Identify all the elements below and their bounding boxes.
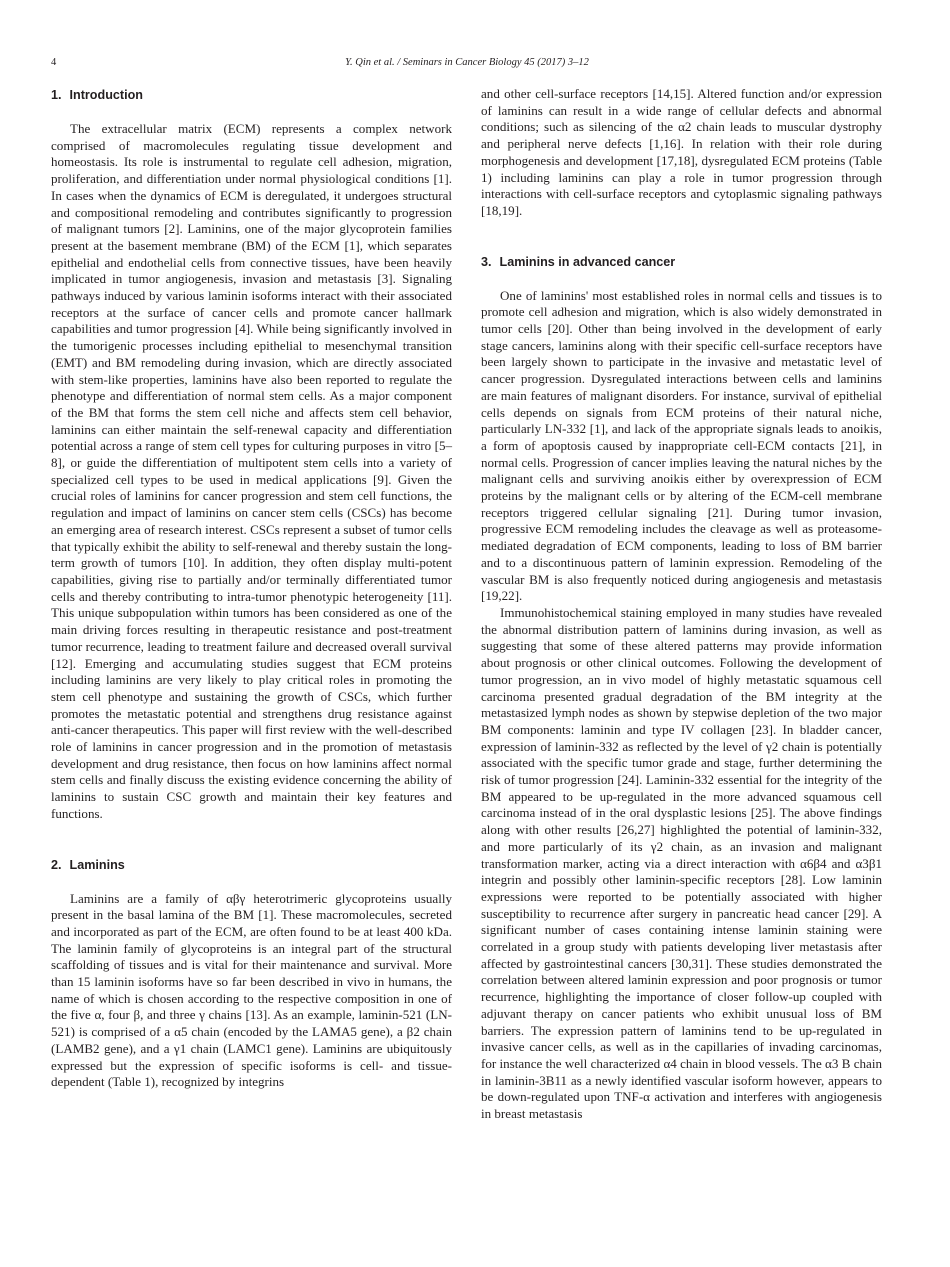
journal-running-head: Y. Qin et al. / Seminars in Cancer Biology 45 (2017) 3–12 xyxy=(345,57,589,68)
section-heading-advanced-cancer xyxy=(481,253,882,271)
laminins-paragraph-1: Laminins are a family of αβγ heterotrimeric glycoproteins usually present in the basal lamina of the BM [1]. These macromolecules, secreted and incorporated as part of the ECM, are often found to be at least 400 kDa. The laminin family of glycoproteins is an integral part of the structural scaffolding of tissues and is vital for their maintenance and survival. More than 15 laminin isoforms have so far been described in vivo in humans, the name of which is chosen according to the respective composition in one of the five α, four β, and three γ chains [13]. As an example, laminin-521 (LN-521) is comprised of a α5 chain (encoded by the LAMA5 gene), a β2 chain (LAMB2 gene), and a γ1 chain (LAMC1 gene). Laminins are ubiquitously expressed but the expression of specific isoforms is cell- and tissue-dependent (Table 1), recognized by integrins xyxy=(51,890,452,1090)
section-heading-laminins xyxy=(51,856,452,874)
laminins-paragraph-1-continued: and other cell-surface receptors [14,15]. Altered function and/or expression of laminins can result in a wide range of cellular defects and abnormal conditions; such as silencing of the α2 chain leads to muscular dystrophy and peripheral nerve defects [1,16]. In relation with their role during morphogenesis and development [17,18], dysregulated ECM proteins (Table 1) including laminins can play a role in tumor progression through interactions with cell-surface receptors and cytoplasmic signaling pathways [18,19]. xyxy=(481,86,882,218)
section-title: Introduction xyxy=(69,88,143,102)
right-column xyxy=(481,86,882,1123)
section-number: 2. xyxy=(51,857,62,872)
section-number: 1. xyxy=(51,88,62,102)
page-number: 4 xyxy=(51,57,57,68)
section-heading-introduction xyxy=(51,86,452,104)
introduction-paragraph-1: The extracellular matrix (ECM) represents a complex network comprised of macromolecules regulating tissue development and homeostasis. Its role is instrumental to regulate cell adhesion, migration, proliferation, and differentiation under normal physiological conditions [1]. In cases when the dynamics of ECM is deregulated, it undergoes structural and compositional remodeling and contributes significantly to progression of malignant tumors [2]. Laminins, one of the major glycoprotein families present at the basement membrane (BM) of the ECM [1], which separates epithelial and endothelial cells from connective tissues, have been heavily implicated in tumor angiogenesis, invasion and metastasis [3]. Signaling pathways induced by various laminin isoforms interact with their associated receptors at the surface of cancer cells and promote cancer hallmark capabilities and tumor progression [4]. While being significantly involved in the tumorigenic processes including epithelial to mesenchymal transition (EMT) and BM remodeling during invasion, which are directly associated with stem-like properties, laminins have also been reported to regulate the phenotype and differentiation of normal stem cells. As a major component of the BM that forms the stem cell niche and affects stem cell behavior, laminins can either maintain the self-renewal capacity and differentiation potential across a range of stem cell types for culturing purposes in vitro [5–8], or guide the differentiation of multipotent stem cells into a variety of specialized cell types to be used in medical applications [9]. Given the crucial roles of laminins for cancer progression and stem cell functions, the regulation and impact of laminins on cancer stem cells (CSCs) has become an emerging area of research interest. CSCs represent a subset of tumor cells that typically exhibit the ability to self-renewal and thereby sustain the long-term growth of tumors [10]. In addition, they often display multi-potent capabilities, giving rise to partially and/or terminally differentiated tumor cells and thereby contributing to intra-tumor phenotypic heterogeneity [11]. This unique subpopulation within tumors has been considered as one of the main driving forces resulting in therapeutic resistance and post-treatment tumor recurrence, leading to treatment failure and decreased overall survival [12]. Emerging and accumulating studies suggest that ECM proteins including laminins are very likely to play critical roles in promoting the stem cell phenotype and sustaining the growth of CSCs, which further promotes the metastatic potential and strengthens drug resistance against anti-cancer therapeutics. This paper will first review with the well-described role of laminins in cancer progression and in the promotion of metastasis development and drug resistance, then focus on how laminins affect normal stem cells and finally discuss the existing evidence concerning the ability of laminins to sustain CSC growth and maintain their key features and functions. xyxy=(51,121,452,821)
running-header xyxy=(51,57,883,71)
left-column xyxy=(51,86,452,1091)
advanced-cancer-paragraph-2: Immunohistochemical staining employed in many studies have revealed the abnormal distribution pattern of laminins during invasion, as well as suggesting that some of these altered patterns may provide information about prognosis or other clinical outcomes. Following the development of tumor progression, an in vivo model of highly metastatic squamous cell carcinoma presented gradual degradation of the BM integrity at the metastasized lymph nodes as shown by stepwise depletion of the two major BM components: laminin and type IV collagen [23]. In bladder cancer, expression of laminin-332 as reflected by the level of γ2 chain is potentially associated with the specific tumor grade and stage, further determining the risk of tumor progression [24]. Laminin-332 essential for the integrity of the BM appeared to be up-regulated in the more advanced squamous cell carcinoma instead of in the oral dysplastic lesions [25]. The above findings along with other results [26,27] highlighted the potential of laminin-332, and more particularly of its γ2 chain, as an invasion and malignant transformation marker, acting via a direct interaction with α6β4 and α3β1 integrin and possibly other laminin-specific receptors [28]. Low laminin expressions were reported to be potentially associated with higher susceptibility to recurrence after surgery in pancreatic head cancer [29]. A significant number of cases containing intense laminin staining were correlated in a group study with patients developing liver metastasis after affected by gastrointestinal cancers [30,31]. These studies demonstrated the correlation between altered laminin expression and poor prognosis or tumor recurrence, highlighting the importance of closer follow-up coupled with adjuvant therapy on cancer patients who exhibit unusual loss of BM barriers. The expression pattern of laminins tend to be up-regulated in invasive cancer cells, as well as in the capillaries of invading carcinomas, for instance the well characterized α4 chain in blood vessels. The α3 B chain in laminin-3B11 as a newly identified vascular isoform however, appears to be down-regulated upon TNF-α activation and interferes with angiogenesis in breast metastasis xyxy=(481,604,882,1122)
section-title: Laminins in advanced cancer xyxy=(499,254,676,269)
advanced-cancer-paragraph-1: One of laminins' most established roles in normal cells and tissues is to promote cell adhesion and migration, which is also widely demonstrated in tumor cells [20]. Other than being involved in the development of early stage cancers, laminins along with their specific cell-surface receptors have been largely shown to participate in the invasive and metastatic level of cancer progression. Dysregulated interactions between cells and laminins are main features of malignant disorders. For instance, survival of epithelial cells depends on signals from ECM proteins of their natural niche, particularly LN-332 [1], and lack of the appropriate signals leads to anoikis, a form of apoptosis caused by inappropriate cell-ECM contacts [21], in normal cells. Progression of cancer implies leaving the natural niches by the malignant cells and surviving anoikis either by overexpression of ECM proteins by the malignant cells or by altering of the ECM-cell membrane receptors triggered cellular signaling [21]. During tumor invasion, progressive ECM remodeling includes the cleavage as well as proteasome-mediated degradation of ECM components, leading to loss of BM barrier and to a discontinuous pattern of laminin expression. Remodeling of the vascular BM is also frequently noticed during angiogenesis and metastasis [19,22]. xyxy=(481,287,882,604)
section-number: 3. xyxy=(481,254,492,269)
section-title: Laminins xyxy=(69,857,125,872)
